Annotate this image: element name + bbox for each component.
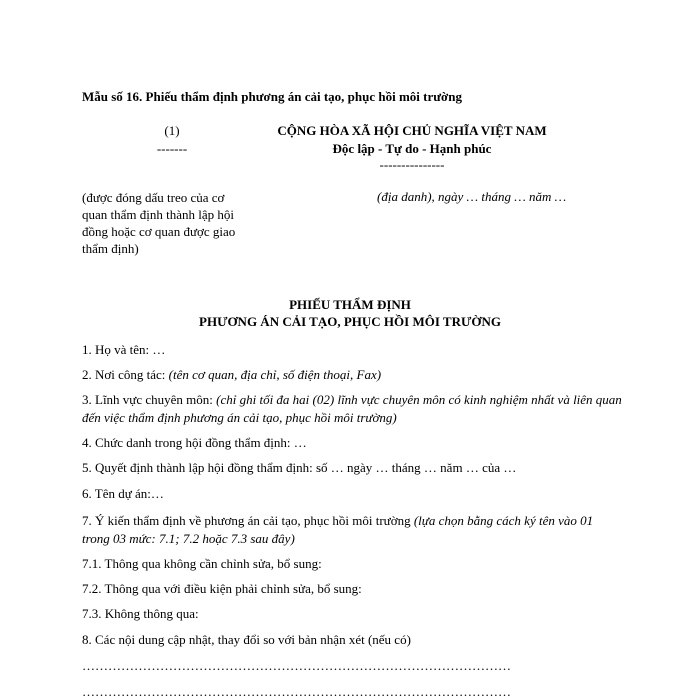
agency-number: (1) (164, 123, 180, 138)
left-header (132, 122, 212, 158)
field-full-name: 1. Họ và tên: … (82, 342, 166, 357)
field-appraisal-label: 7. Ý kiến thẩm định về phương án cải tạo, phục hồi môi trường (82, 513, 414, 528)
national-header (262, 122, 562, 172)
field-workplace-label: 2. Nơi công tác: (82, 367, 169, 382)
option-7-1: 7.1. Thông qua không cần chỉnh sửa, bổ sung: (82, 556, 322, 571)
option-7-2: 7.2. Thông qua với điều kiện phải chỉnh sửa, bổ sung: (82, 581, 362, 596)
national-header-divider: --------------- (379, 157, 445, 172)
option-7-3: 7.3. Không thông qua: (82, 606, 199, 621)
field-expertise (82, 391, 622, 427)
place-date: (địa danh), ngày … tháng … năm … (377, 189, 567, 204)
field-updates: 8. Các nội dung cập nhật, thay đổi so với bản nhận xét (nếu có) (82, 632, 411, 647)
field-expertise-label: 3. Lĩnh vực chuyên môn: (82, 392, 217, 407)
dotted-line-1: ……………………………………………………………………………………… (82, 658, 511, 673)
field-appraisal-hint: (lựa chọn bằng cách ký tên vào 01 trong 03 mức: 7.1; 7.2 hoặc 7.3 sau đây) (82, 513, 594, 546)
field-council-position: 4. Chức danh trong hội đồng thẩm định: … (82, 435, 307, 450)
document-title-line2: PHƯƠNG ÁN CẢI TẠO, PHỤC HỒI MÔI TRƯỜNG (199, 314, 501, 329)
document-title-line1: PHIẾU THẨM ĐỊNH (289, 297, 411, 312)
field-appraisal-opinion (82, 512, 622, 548)
national-motto: Độc lập - Tự do - Hạnh phúc (332, 141, 492, 156)
stamp-note: (được đóng dấu treo của cơ quan thẩm định thành lập hội đồng hoặc cơ quan được giao thẩm định) (82, 190, 236, 256)
field-workplace (82, 366, 622, 384)
field-decision: 5. Quyết định thành lập hội đồng thẩm định: số … ngày … tháng … năm … của … (82, 460, 517, 475)
document-title (150, 296, 550, 330)
field-expertise-hint: (chỉ ghi tối đa hai (02) lĩnh vực chuyên môn có kinh nghiệm nhất và liên quan đến việc thẩm định phương án cải tạo, phục hồi môi trường) (82, 392, 622, 425)
dotted-line-2: ……………………………………………………………………………………… (82, 684, 511, 699)
field-project-name: 6. Tên dự án:… (82, 486, 164, 501)
left-header-divider: ------- (156, 141, 188, 156)
country-name: CỘNG HÒA XÃ HỘI CHỦ NGHĨA VIỆT NAM (277, 123, 547, 138)
field-workplace-hint: (tên cơ quan, địa chỉ, số điện thoại, Fax) (168, 367, 382, 382)
form-title: Mẫu số 16. Phiếu thẩm định phương án cải tạo, phục hồi môi trường (82, 89, 462, 104)
